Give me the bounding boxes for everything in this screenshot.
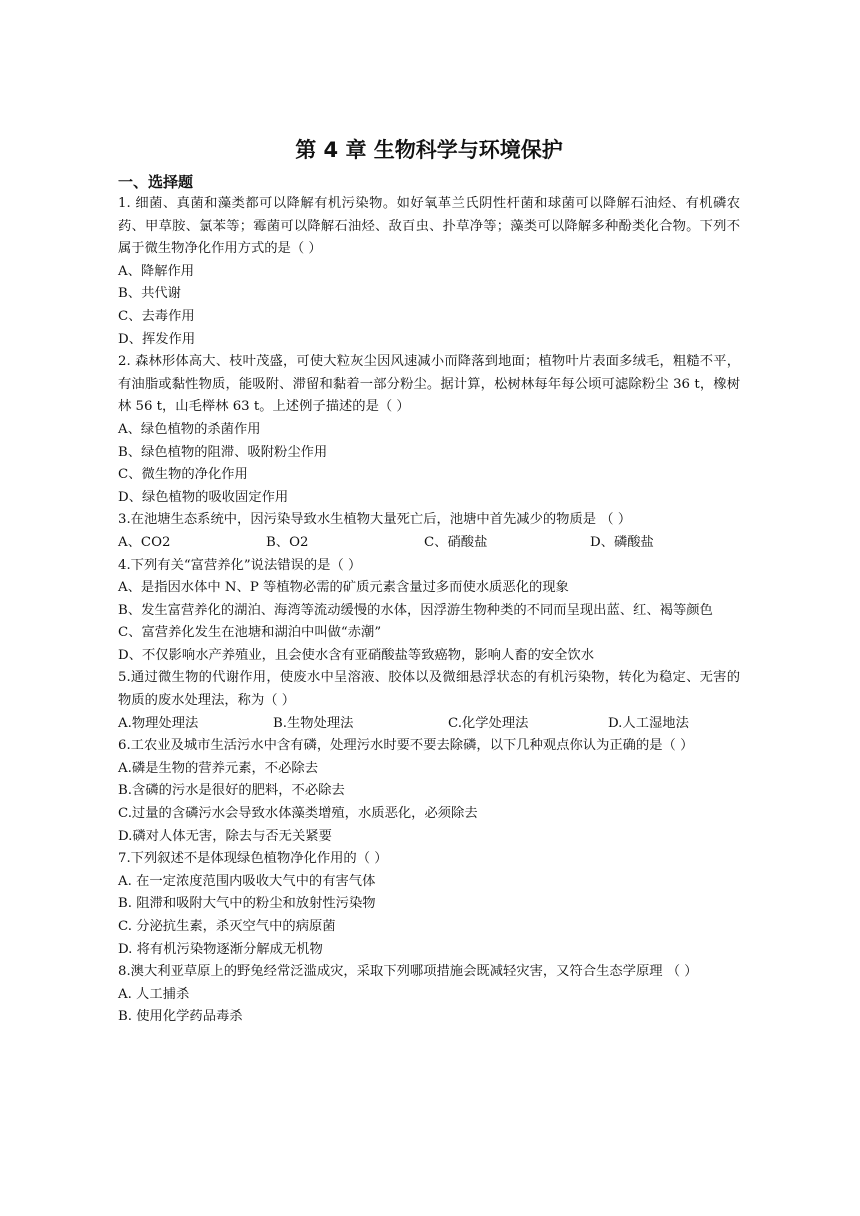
- question-6-option-a: A.磷是生物的营养元素，不必除去: [118, 760, 318, 776]
- question-3-option-c: C、硝酸盐: [424, 534, 488, 550]
- question-5-option-d: D.人工湿地法: [608, 715, 689, 731]
- question-3-option-b: B、O2: [266, 534, 309, 550]
- question-5-option-b: B.生物处理法: [273, 715, 354, 731]
- question-7-option-c: C. 分泌抗生素，杀灭空气中的病原菌: [118, 919, 336, 934]
- question-1-option-d: D、挥发作用: [118, 331, 196, 347]
- question-2-stem: 2. 森林形体高大、枝叶茂盛，可使大粒灰尘因风速减小而降落到地面；植物叶片表面多绒毛，粗糙不平，有油脂或黏性物质，能吸附、滞留和黏着一部分粉尘。据计算，松树林每年每公顷可滤除粉尘 36 t，橡树林 56 t，山毛榉林 63 t。上述例子描述的是（ ）: [118, 354, 740, 415]
- question-6-stem: 6.工农业及城市生活污水中含有磷，处理污水时要不要去除磷，以下几种观点你认为正确的是（ ）: [118, 738, 694, 754]
- question-7-option-a: A. 在一定浓度范围内吸收大气中的有害气体: [118, 873, 376, 889]
- question-3-option-d: D、磷酸盐: [590, 534, 654, 550]
- question-1-option-b: B、共代谢: [118, 286, 181, 302]
- question-5-option-a: A.物理处理法: [118, 715, 199, 731]
- question-1-option-a: A、降解作用: [118, 263, 195, 279]
- question-5-option-c: C.化学处理法: [448, 715, 529, 731]
- question-4-option-a: A、是指因水体中 N、P 等植物必需的矿质元素含量过多而使水质恶化的现象: [118, 580, 569, 596]
- question-6-option-d: D.磷对人体无害，除去与否无关紧要: [118, 828, 332, 844]
- question-3-option-a: A、CO2: [118, 534, 171, 550]
- question-4-stem: 4.下列有关“富营养化”说法错误的是（ ）: [118, 557, 362, 573]
- question-2-option-a: A、绿色植物的杀菌作用: [118, 421, 261, 437]
- question-7-stem: 7.下列叙述不是体现绿色植物净化作用的（ ）: [118, 851, 388, 867]
- question-5-options: [118, 713, 740, 736]
- question-4-option-c: C、富营养化发生在池塘和湖泊中叫做“赤潮”: [118, 625, 382, 641]
- question-2-option-d: D、绿色植物的吸收固定作用: [118, 489, 289, 505]
- question-4-option-b: B、发生富营养化的湖泊、海湾等流动缓慢的水体，因浮游生物种类的不同而呈现出蓝、红、褐等颜色: [118, 602, 713, 618]
- question-4-option-d: D、不仅影响水产养殖业，且会使水含有亚硝酸盐等致癌物，影响人畜的安全饮水: [118, 647, 595, 663]
- question-2-option-c: C、微生物的净化作用: [118, 467, 248, 483]
- question-3-options: [118, 532, 740, 555]
- question-2-option-b: B、绿色植物的阻滞、吸附粉尘作用: [118, 444, 328, 460]
- question-8-stem: 8.澳大利亚草原上的野兔经常泛滥成灾，采取下列哪项措施会既减轻灾害，又符合生态学原理 （ ）: [118, 964, 698, 980]
- question-8-option-a: A. 人工捕杀: [118, 986, 190, 1002]
- question-7-option-b: B. 阻滞和吸附大气中的粉尘和放射性污染物: [118, 896, 376, 912]
- question-7-option-d: D. 将有机污染物逐渐分解成无机物: [118, 941, 323, 957]
- question-3-stem: 3.在池塘生态系统中，因污染导致水生植物大量死亡后，池塘中首先减少的物质是 （ ）: [118, 512, 632, 528]
- question-6-option-c: C.过量的含磷污水会导致水体藻类增殖，水质恶化，必须除去: [118, 806, 478, 822]
- question-1-stem: 1. 细菌、真菌和藻类都可以降解有机污染物。如好氧革兰氏阴性杆菌和球菌可以降解石油烃、有机磷农药、甲草胺、氯苯等；霉菌可以降解石油烃、敌百虫、扑草净等；藻类可以降解多种酚类化合物。下列不属于微生物净化作用方式的是（ ）: [118, 196, 740, 257]
- question-1-option-c: C、去毒作用: [118, 308, 195, 324]
- question-6-option-b: B.含磷的污水是很好的肥料，不必除去: [118, 783, 345, 799]
- question-8-option-b: B. 使用化学药品毒杀: [118, 1009, 243, 1025]
- chapter-title: 第 4 章 生物科学与环境保护: [295, 138, 563, 162]
- document-page: [118, 135, 740, 1029]
- question-5-stem: 5.通过微生物的代谢作用，使废水中呈溶液、胶体以及微细悬浮状态的有机污染物，转化为稳定、无害的物质的废水处理法，称为（ ）: [118, 670, 740, 709]
- section-heading: 一、选择题: [118, 173, 194, 191]
